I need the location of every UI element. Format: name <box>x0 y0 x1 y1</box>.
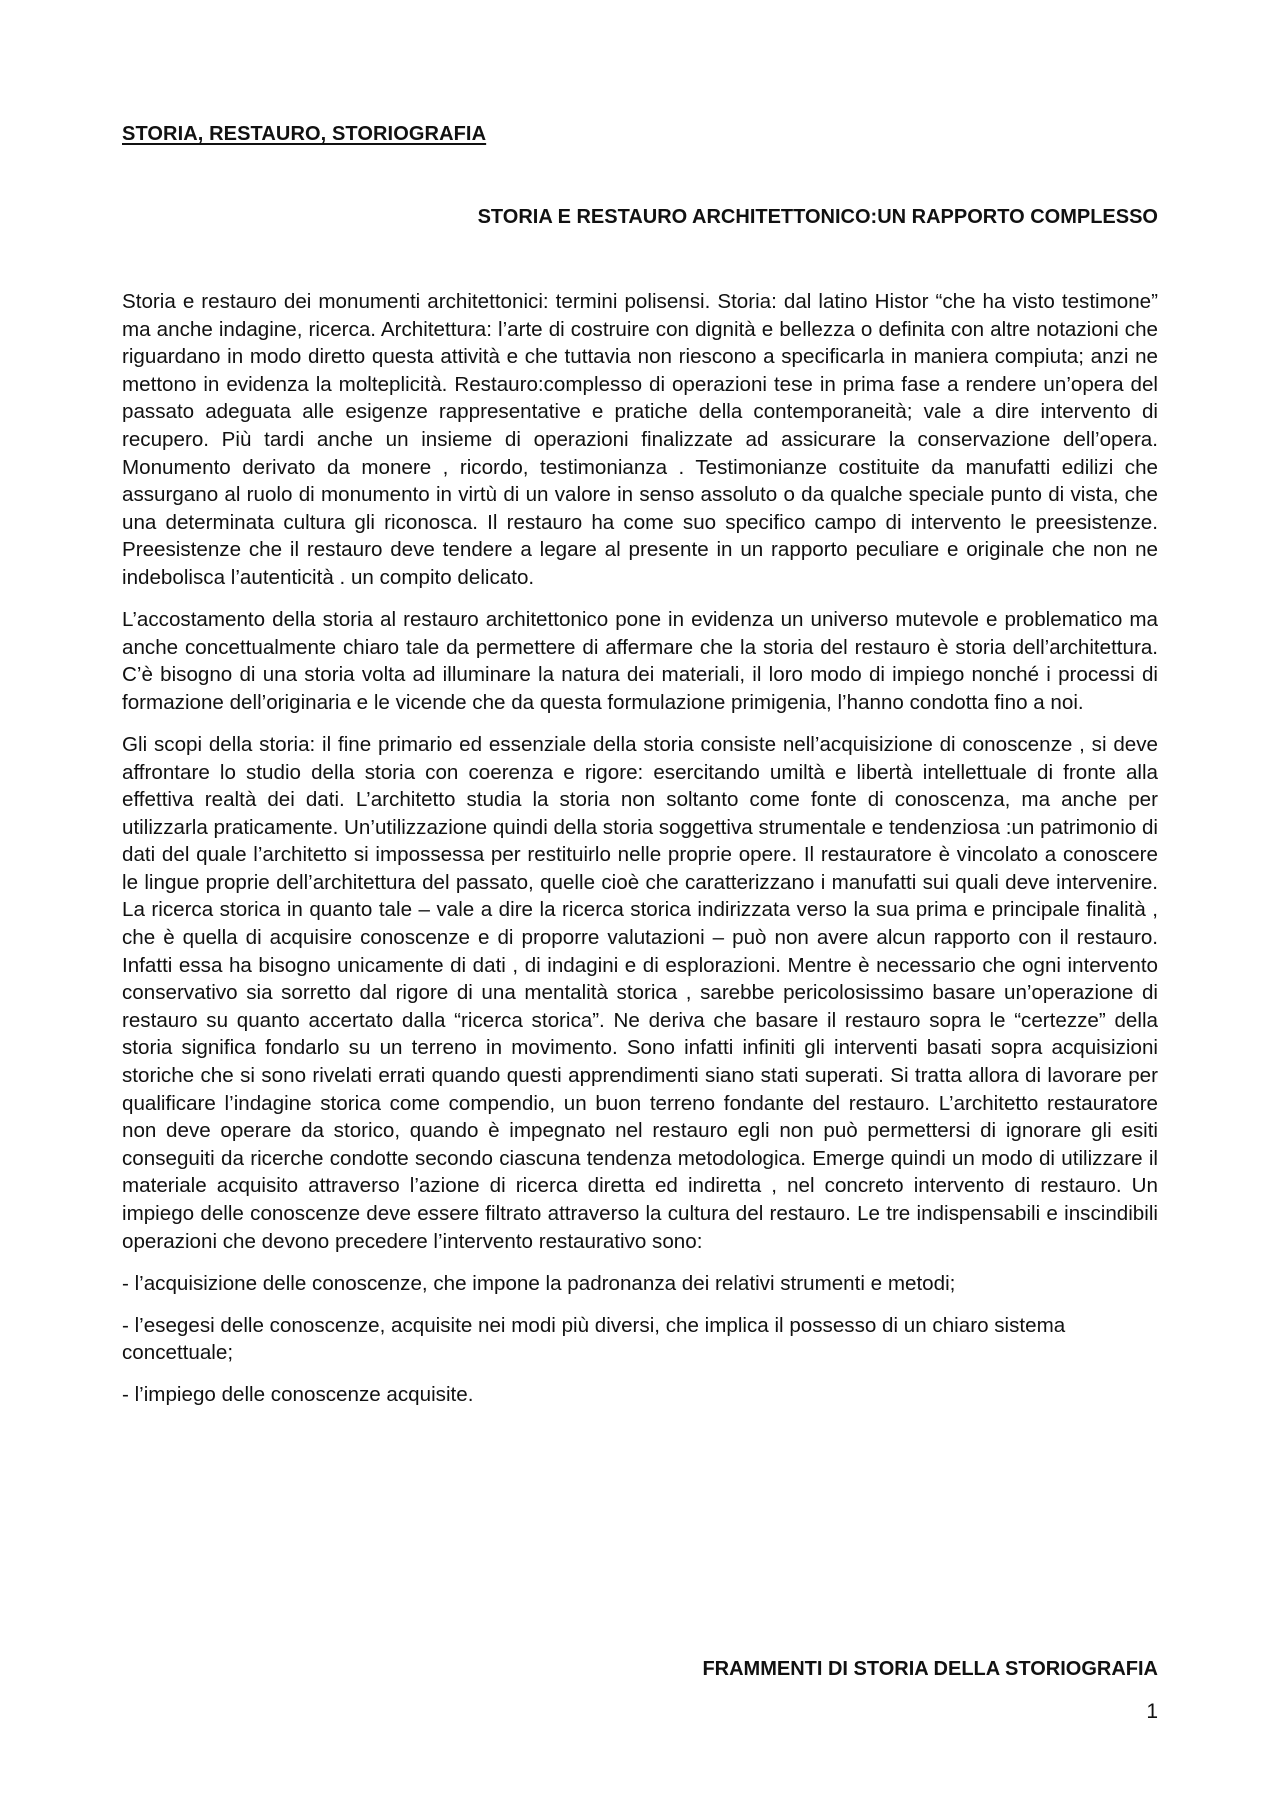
list-item-esegesi: - l’esegesi delle conoscenze, acquisite nei modi più diversi, che implica il possesso di un chiaro sistema concettuale; <box>122 1313 1066 1365</box>
paragraph-scopi: Gli scopi della storia: il fine primario ed essenziale della storia consiste nell’acquisizione di conoscenze , si deve affrontare lo studio della storia con coerenza e rigore: esercitando umiltà e libertà intellettuale di fronte alla effettiva realtà dei dati. L’architetto studia la storia non soltanto come fonte di conoscenza, ma anche per utilizzarla praticamente. Un’utilizzazione quindi della storia soggettiva strumentale e tendenziosa :un patrimonio di dati del quale l’architetto si impossessa per restituirlo nelle proprie opere. Il restauratore è vincolato a conoscere le lingue proprie dell’architettura del passato, quelle cioè che caratterizzano i manufatti sui quali deve intervenire. La ricerca storica in quanto tale – vale a dire la ricerca storica indirizzata verso la sua prima e principale finalità , che è quella di acquisire conoscenze e di proporre valutazioni – può non avere alcun rapporto con il restauro. Infatti essa ha bisogno unicamente di dati , di indagini e di esplorazioni. Mentre è necessario che ogni intervento conservativo sia sorretto dal rigore di una mentalità storica , sarebbe pericolosissimo basare un’operazione di restauro su quanto accertato dalla “ricerca storica”. Ne deriva che basare il restauro sopra le “certezze” della storia significa fondarlo su un terreno in movimento. Sono infatti infiniti gli interventi basati sopra acquisizioni storiche che si sono rivelati errati quando questi apprendimenti siano stati superati. Si tratta allora di lavorare per qualificare l’indagine storica come compendio, un buon terreno fondante del restauro. L’architetto restauratore non deve operare da storico, quando è impegnato nel restauro egli non può permettersi di ignorare gli esiti conseguiti da ricerche condotte secondo ciascuna tendenza metodologica. Emerge quindi un modo di utilizzare il materiale acquisito attraverso l’azione di ricerca diretta ed indiretta , nel concreto intervento di restauro. Un impiego delle conoscenze deve essere filtrato attraverso la cultura del restauro. Le tre indispensabili e inscindibili operazioni che devono precedere l’intervento restaurativo sono: <box>122 732 1158 1253</box>
list-item-impiego: - l’impiego delle conoscenze acquisite. <box>122 1383 474 1407</box>
document-subtitle: STORIA E RESTAURO ARCHITETTONICO:UN RAPPORTO COMPLESSO <box>477 206 1158 228</box>
body-text <box>122 288 1158 1424</box>
paragraph-accostamento: L’accostamento della storia al restauro architettonico pone in evidenza un universo mutevole e problematico ma anche concettualmente chiaro tale da permettere di affermare che la storia del restauro è storia dell’architettura. C’è bisogno di una storia volta ad illuminare la natura dei materiali, il loro modo di impiego nonché i processi di formazione dell’originaria e le vicende che da questa formulazione primigenia, l’hanno condotta fino a noi. <box>122 608 1158 714</box>
paragraph-intro: Storia e restauro dei monumenti architettonici: termini polisensi. Storia: dal latino Histor “che ha visto testimone” ma anche indagine, ricerca. Architettura: l’arte di costruire con dignità e bellezza o definita con altre notazioni che riguardano in modo diretto questa attività e che tuttavia non riescono a specificarla in maniera compiuta; anzi ne mettono in evidenza la molteplicità. Restauro:complesso di operazioni tese in prima fase a rendere un’opera del passato adeguata alle esigenze rappresentative e pratiche della contemporaneità; vale a dire intervento di recupero. Più tardi anche un insieme di operazioni finalizzate ad assicurare la conservazione dell’opera. Monumento derivato da monere , ricordo, testimonianza . Testimonianze costituite da manufatti edilizi che assurgano al ruolo di monumento in virtù di un valore in senso assoluto o da qualche speciale punto di vista, che una determinata cultura gli riconosca. Il restauro ha come suo specifico campo di intervento le preesistenze. Preesistenze che il restauro deve tendere a legare al presente in un rapporto peculiare e originale che non ne indebolisca l’autenticità . un compito delicato. <box>122 290 1158 589</box>
page-number: 1 <box>1146 1700 1158 1723</box>
document-title: STORIA, RESTAURO, STORIOGRAFIA <box>122 123 487 145</box>
section-heading: FRAMMENTI DI STORIA DELLA STORIOGRAFIA <box>702 1658 1158 1680</box>
list-item-acquisizione: - l’acquisizione delle conoscenze, che impone la padronanza dei relativi strumenti e metodi; <box>122 1271 956 1295</box>
